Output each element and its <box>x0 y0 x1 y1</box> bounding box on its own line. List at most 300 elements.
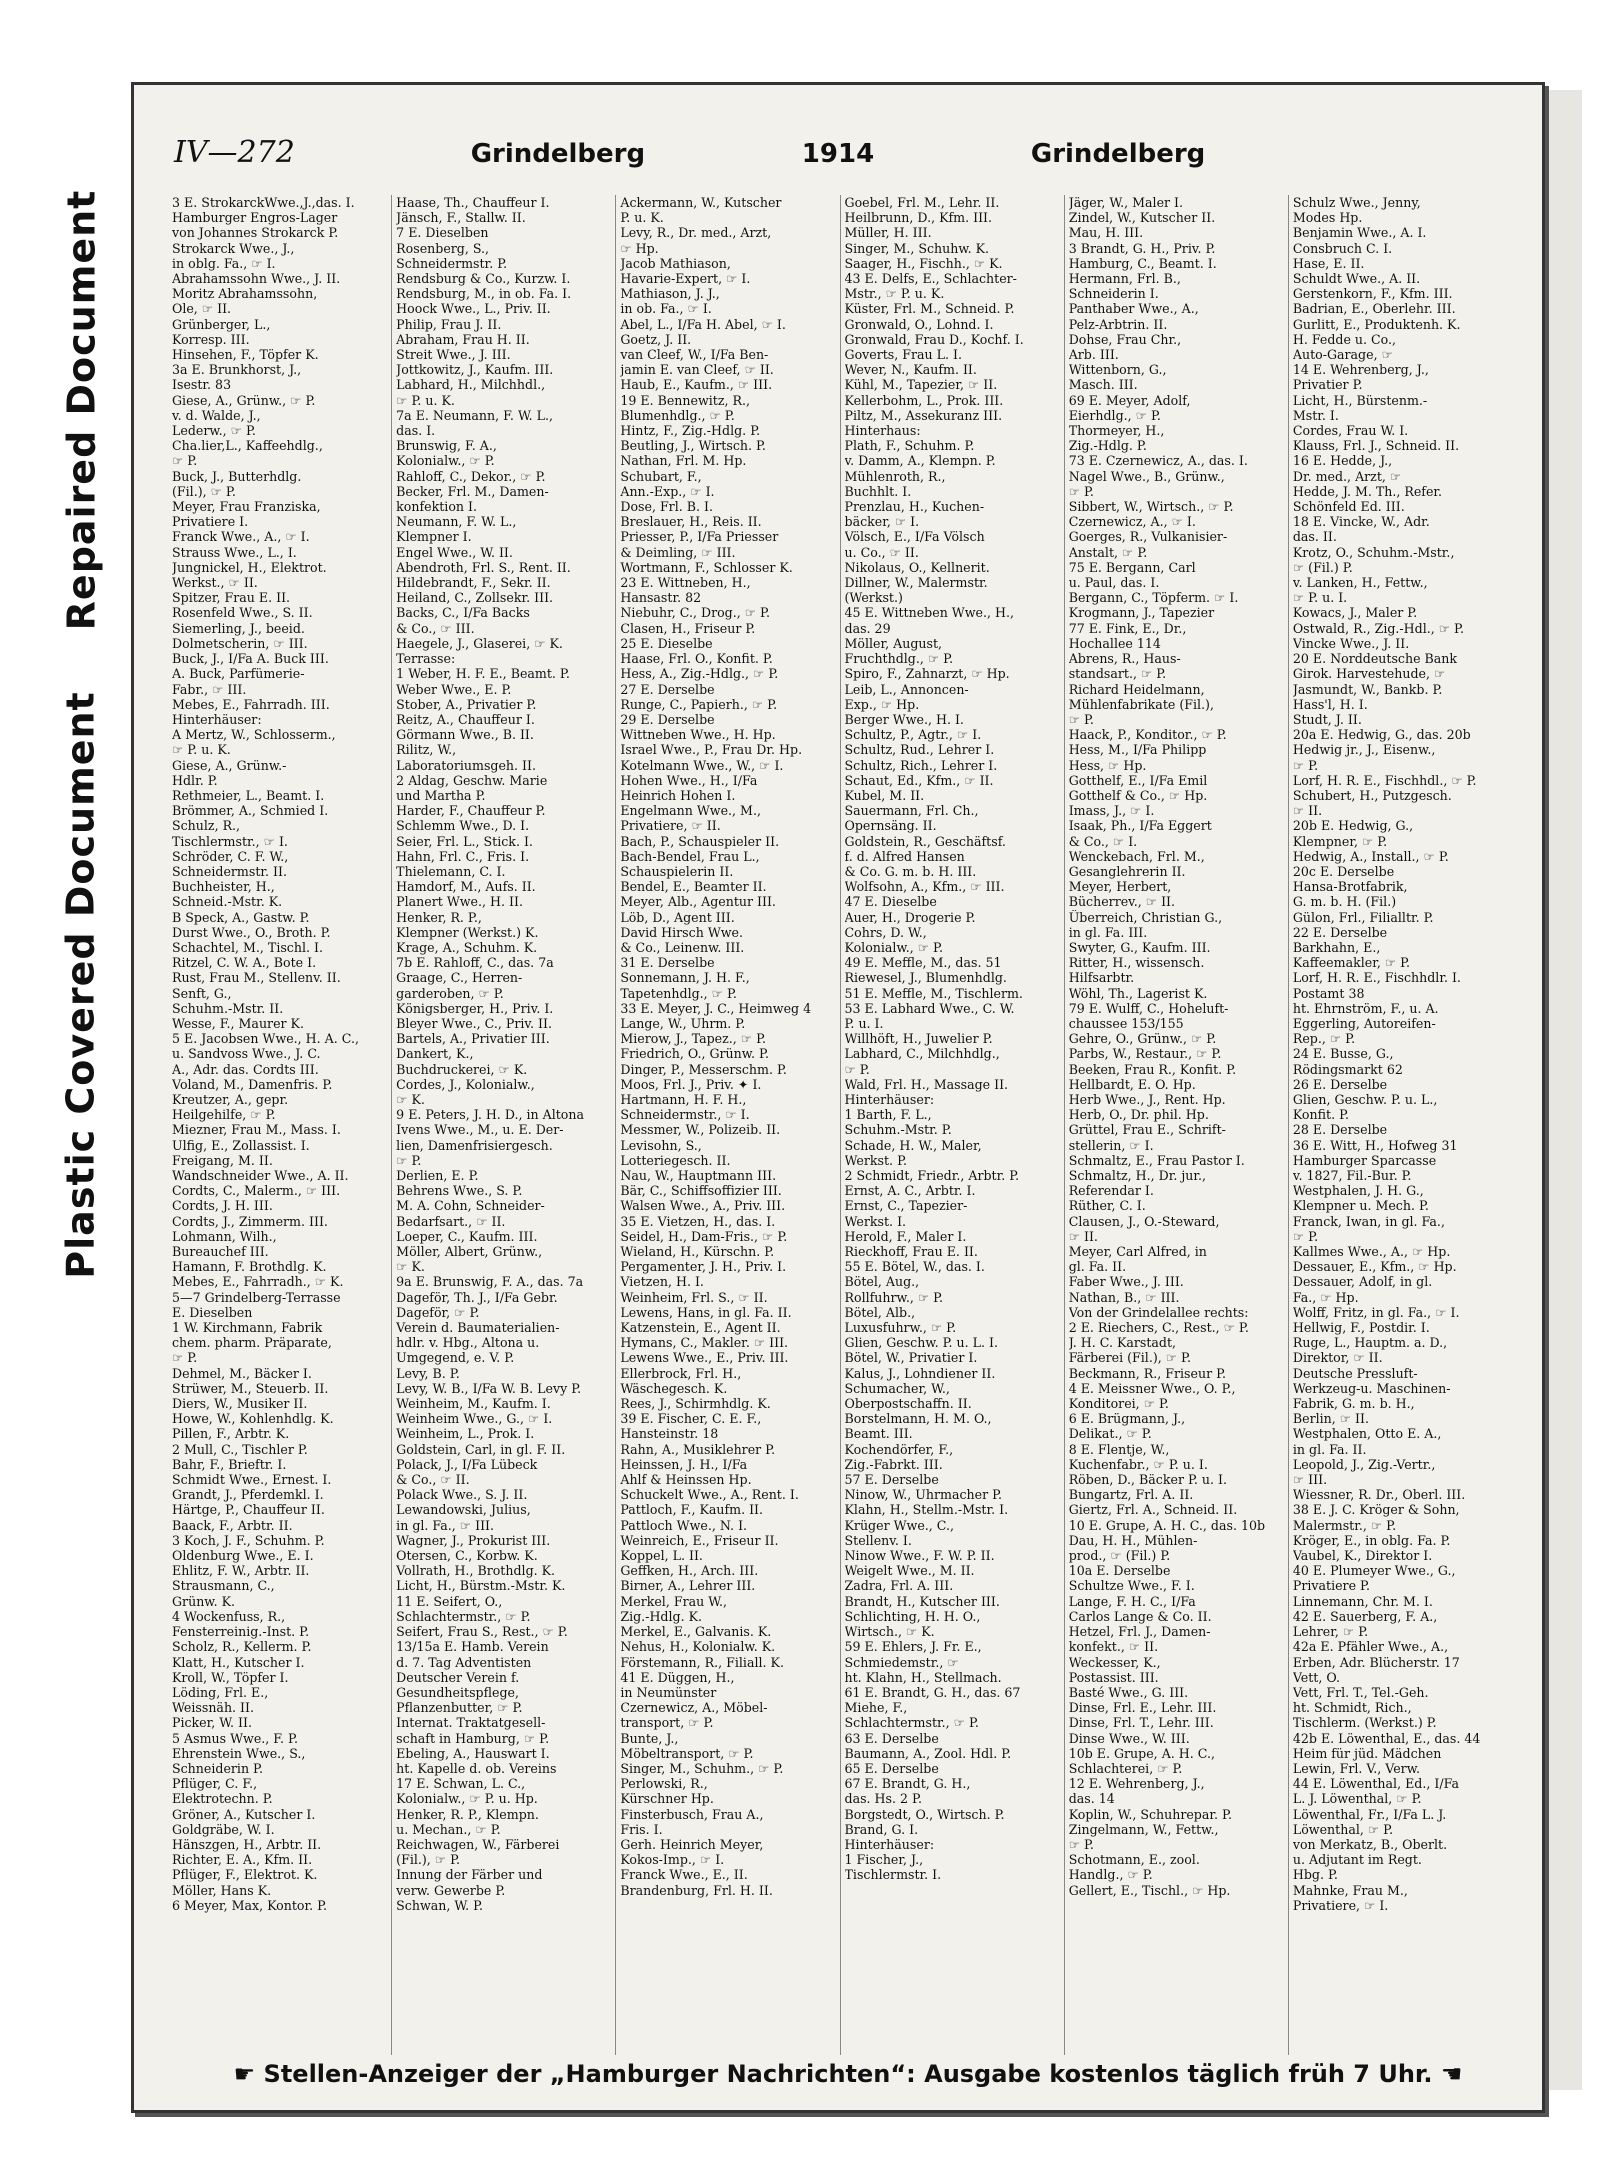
directory-entry-line: 5 Asmus Wwe., F. P. <box>172 1730 298 1746</box>
directory-entry-line: 27 E. Derselbe <box>620 681 715 697</box>
directory-entry-line: Thormeyer, H., <box>1068 423 1165 439</box>
directory-entry-line: Buchdruckerei, ☞ K. <box>396 1061 528 1077</box>
directory-entry-line: Neumann, F. W. L., <box>396 514 517 530</box>
directory-entry-line: Gerh. Heinrich Meyer, <box>620 1836 764 1852</box>
directory-entry-line: Beckmann, R., Friseur P. <box>1068 1365 1227 1381</box>
directory-entry-line: Glien, Geschw. P. u. L. I. <box>844 1335 999 1351</box>
directory-entry-line: u. Paul, das. I. <box>1068 575 1160 591</box>
directory-entry-line: Strausmann, C., <box>172 1578 275 1594</box>
directory-entry-line: Herold, F., Maler I. <box>844 1228 967 1244</box>
directory-entry-line: Hinterhäuser: <box>172 711 262 727</box>
directory-entry-line: Ruge, L., Hauptm. a. D., <box>1292 1335 1448 1351</box>
directory-entry-line: Kühl, M., Tapezier, ☞ II. <box>844 377 998 393</box>
directory-entry-line: Strauss Wwe., L., I. <box>172 544 297 560</box>
directory-entry-line: v. d. Walde, J., <box>172 407 261 423</box>
directory-entry-line: ht. Ehrnström, F., u. A. <box>1292 1000 1439 1016</box>
directory-entry-line: Westphalen, Otto E. A., <box>1292 1426 1442 1442</box>
directory-entry-line: u. Mechan., ☞ P. <box>396 1821 501 1837</box>
directory-entry-line: Vaubel, K., Direktor I. <box>1292 1548 1433 1564</box>
directory-entry-line: f. d. Alfred Hansen <box>844 848 965 864</box>
directory-entry-line: Hamburg, C., Beamt. I. <box>1068 255 1217 271</box>
directory-entry-line: und Martha P. <box>396 787 486 803</box>
directory-entry-line: Ivens Wwe., M., u. E. Der- <box>396 1122 564 1138</box>
directory-entry-line: 9 E. Peters, J. H. D., in Altona <box>396 1107 585 1123</box>
directory-entry-line: Dinger, P., Messerschm. P. <box>620 1061 787 1077</box>
directory-entry-line: Förstemann, R., Filiall. K. <box>620 1654 784 1670</box>
directory-entry-line: Dessauer, E., Kfm., ☞ Hp. <box>1292 1259 1457 1275</box>
directory-entry-line: Hintz, F., Zig.-Hdlg. P. <box>620 423 761 439</box>
directory-entry-line: ☞ P. <box>1292 757 1319 773</box>
directory-entry-line: jamin E. van Cleef, ☞ II. <box>620 362 774 378</box>
directory-entry-line: Kolonialw., ☞ P. u. Hp. <box>396 1791 538 1807</box>
directory-entry-line: Westphalen, J. H. G., <box>1292 1183 1424 1199</box>
directory-entry-line: Kürschner Hp. <box>620 1791 714 1807</box>
directory-entry-line: Hedwig jr., J., Eisenw., <box>1292 742 1436 758</box>
directory-entry-line: Krogmann, J., Tapezier <box>1068 605 1215 621</box>
directory-entry-line: 11 E. Seifert, O., <box>396 1593 503 1609</box>
directory-entry-line: 7 E. Dieselben <box>396 225 489 241</box>
directory-entry-line: Ebeling, A., Hauswart I. <box>396 1745 550 1761</box>
directory-entry-line: Mühlenfabrikate (Fil.), <box>1068 696 1214 712</box>
directory-entry-line: 40 E. Plumeyer Wwe., G., <box>1292 1563 1456 1579</box>
directory-entry-line: Bendel, E., Beamter II. <box>620 879 767 895</box>
directory-entry-line: Deutsche Pressluft- <box>1292 1365 1418 1381</box>
directory-entry-line: Rust, Frau M., Stellenv. II. <box>172 970 341 986</box>
directory-entry-line: 12 E. Wehrenberg, J., <box>1068 1776 1205 1792</box>
directory-entry-line: 67 E. Brandt, G. H., <box>844 1776 971 1792</box>
directory-entry-line: Klauss, Frl. J., Schneid. II. <box>1292 438 1460 454</box>
directory-entry-line: Schlichting, H. H. O., <box>844 1608 981 1624</box>
directory-entry-line: standsart., ☞ P. <box>1068 666 1167 682</box>
directory-entry-line: 36 E. Witt, H., Hofweg 31 <box>1292 1137 1458 1153</box>
directory-entry-line: Carlos Lange & Co. II. <box>1068 1608 1212 1624</box>
directory-entry-line: 19 E. Bennewitz, R., <box>620 392 750 408</box>
directory-entry-line: 7b E. Rahloff, C., das. 7a <box>396 955 554 971</box>
directory-entry-line: Werkst. P. <box>844 1152 907 1168</box>
directory-entry-line: Bahr, F., Brieftr. I. <box>172 1456 287 1472</box>
directory-entry-line: Prenzlau, H., Kuchen- <box>844 499 985 515</box>
directory-entry-line: Weinheim, Frl. S., ☞ II. <box>620 1289 768 1305</box>
directory-column <box>620 195 840 2055</box>
directory-entry-line: 10b E. Grupe, A. H. C., <box>1068 1745 1215 1761</box>
directory-entry-line: 49 E. Meffle, M., das. 51 <box>844 955 1002 971</box>
directory-entry-line: Krotz, O., Schuhm.-Mstr., <box>1292 544 1455 560</box>
directory-entry-line: Pergamenter, J. H., Priv. I. <box>620 1259 787 1275</box>
directory-entry-line: Dinse, Frl. T., Lehr. III. <box>1068 1715 1214 1731</box>
directory-entry-line: chem. pharm. Präparate, <box>172 1335 332 1351</box>
directory-entry-line: ☞ P. <box>172 1350 198 1366</box>
directory-entry-line: Rees, J., Schirmhdlg. K. <box>620 1396 771 1412</box>
directory-entry-line: Wäschegesch. K. <box>620 1380 728 1396</box>
directory-column <box>172 195 392 2055</box>
directory-entry-line: chaussee 153/155 <box>1068 1015 1184 1031</box>
directory-entry-line: d. 7. Tag Adventisten <box>396 1654 532 1670</box>
directory-entry-line: 43 E. Delfs, E., Schlachter- <box>844 271 1017 287</box>
directory-entry-line: Wiessner, R. Dr., Oberl. III. <box>1292 1487 1466 1503</box>
directory-entry-line: Ackermann, W., Kutscher <box>620 195 782 210</box>
directory-entry-line: Dr. med., Arzt, ☞ <box>1292 468 1402 484</box>
directory-entry-line: Schneidermstr. II. <box>172 863 287 879</box>
directory-entry-line: Berlin, ☞ II. <box>1292 1411 1370 1427</box>
directory-entry-line: Bach, P., Schauspieler II. <box>620 833 780 849</box>
directory-entry-line: Krage, A., Schuhm. K. <box>396 939 538 955</box>
directory-entry-line: Mstr., ☞ P. u. K. <box>844 286 945 302</box>
directory-entry-line: Bach-Bendel, Frau L., <box>620 848 760 864</box>
directory-entry-line: L. J. Löwenthal, ☞ P. <box>1292 1791 1422 1807</box>
directory-entry-line: Hildebrandt, F., Sekr. II. <box>396 575 551 591</box>
directory-entry-line: transport, ☞ P. <box>620 1715 714 1731</box>
directory-entry-line: Meyer, Herbert, <box>1068 879 1172 895</box>
directory-entry-line: Verein d. Baumaterialien- <box>396 1320 560 1336</box>
directory-entry-line: Hochallee 114 <box>1068 635 1161 651</box>
directory-entry-line: Czernewicz, A., Möbel- <box>620 1700 768 1716</box>
directory-entry-line: Hänszgen, H., Arbtr. II. <box>172 1836 322 1852</box>
directory-entry-line: Kaffeemakler, ☞ P. <box>1292 955 1411 971</box>
directory-entry-line: Umgegend, e. V. P. <box>396 1350 515 1366</box>
directory-entry-line: Möbeltransport, ☞ P. <box>620 1745 754 1761</box>
directory-entry-line: Görmann Wwe., B. II. <box>396 727 534 743</box>
directory-entry-line: ☞ II. <box>1292 803 1323 819</box>
directory-entry-line: Gronwald, O., Lohnd. I. <box>844 316 994 332</box>
directory-entry-line: Derlien, E. P. <box>396 1168 479 1183</box>
directory-entry-line: Völsch, E., I/Fa Völsch <box>844 529 985 545</box>
directory-entry-line: Licht, H., Bürstenm.- <box>1292 392 1428 408</box>
directory-entry-line: Lehrer, ☞ P. <box>1292 1624 1369 1640</box>
directory-entry-line: Klahn, H., Stellm.-Mstr. I. <box>844 1502 1009 1518</box>
directory-entry-line: Direktor, ☞ II. <box>1292 1350 1383 1366</box>
directory-entry-line: das. Hs. 2 P. <box>844 1791 922 1807</box>
directory-entry-line: Schuckelt Wwe., A., Rent. I. <box>620 1487 799 1503</box>
directory-entry-line: Dehmel, M., Bäcker I. <box>172 1365 312 1381</box>
directory-entry-line: 42a E. Pfähler Wwe., A., <box>1292 1639 1449 1655</box>
directory-entry-line: 4 E. Meissner Wwe., O. P., <box>1068 1380 1236 1396</box>
directory-entry-line: Bureauchef III. <box>172 1244 269 1260</box>
directory-entry-line: Abrens, R., Haus- <box>1068 651 1181 667</box>
directory-entry-line: 59 E. Ehlers, J. Fr. E., <box>844 1639 982 1655</box>
directory-entry-line: Vietzen, H. I. <box>620 1274 704 1290</box>
directory-entry-line: Pattloch, F., Kaufm. II. <box>620 1502 764 1518</box>
directory-entry-line: Leopold, J., Zig.-Vertr., <box>1292 1456 1436 1472</box>
directory-entry-line: Gotthelf & Co., ☞ Hp. <box>1068 787 1208 803</box>
header-street-right: Grindelberg <box>1030 139 1206 169</box>
directory-entry-line: Werkst. I. <box>844 1213 907 1229</box>
directory-entry-line: Ole, ☞ II. <box>172 301 232 317</box>
directory-entry-line: 14 E. Wehrenberg, J., <box>1292 362 1429 378</box>
directory-entry-line: Levy, R., Dr. med., Arzt, <box>620 225 772 241</box>
directory-entry-line: Franck, Iwan, in gl. Fa., <box>1292 1213 1445 1229</box>
directory-entry-line: Schaut, Ed., Kfm., ☞ II. <box>844 772 994 788</box>
directory-entry-line: Hinterhäuser: <box>844 1836 935 1852</box>
directory-entry-line: Schneidermstr., ☞ I. <box>620 1107 750 1123</box>
directory-entry-line: Studt, J. II. <box>1292 711 1362 727</box>
directory-entry-line: Hedwig, A., Install., ☞ P. <box>1292 848 1449 864</box>
directory-entry-line: Hetzel, Frl. J., Damen- <box>1068 1624 1211 1640</box>
directory-entry-line: das. I. <box>396 423 436 439</box>
directory-entry-line: Nau, W., Hauptmann III. <box>620 1168 777 1183</box>
directory-entry-line: & Co., ☞ I. <box>1068 833 1138 849</box>
directory-entry-line: Mahnke, Frau M., <box>1292 1882 1408 1898</box>
directory-entry-line: Wortmann, F., Schlosser K. <box>620 559 793 575</box>
directory-entry-line: Hamdorf, M., Aufs. II. <box>396 879 536 895</box>
directory-entry-line: Wieland, H., Kürschn. P. <box>620 1244 775 1260</box>
directory-entry-line: prod., ☞ (Fil.) P. <box>1068 1548 1171 1564</box>
directory-entry-line: H. Fedde u. Co., <box>1292 331 1397 347</box>
directory-entry-line: Gesanglehrerin II. <box>1068 863 1186 879</box>
directory-entry-line: Plath, F., Schuhm. P. <box>844 438 975 454</box>
directory-entry-line: Nathan, B., ☞ III. <box>1068 1289 1180 1305</box>
directory-entry-line: & Co. G. m. b. H. III. <box>844 863 977 879</box>
directory-entry-line: van Cleef, W., I/Fa Ben- <box>620 347 769 363</box>
directory-entry-line: Schlemm Wwe., D. I. <box>396 818 530 834</box>
directory-entry-line: Möller, Hans K. <box>172 1882 272 1898</box>
directory-entry-line: Spiro, F., Zahnarzt, ☞ Hp. <box>844 666 1010 682</box>
directory-entry-line: Röben, D., Bäcker P. u. I. <box>1068 1472 1227 1488</box>
directory-entry-line: Pflüger, F., Elektrot. K. <box>172 1867 318 1883</box>
directory-entry-line: Schneidermstr. P. <box>396 255 508 271</box>
directory-entry-line: Deutscher Verein f. <box>396 1669 520 1685</box>
directory-entry-line: Schachtel, M., Tischl. I. <box>172 939 323 955</box>
directory-entry-line: Lotteriegesch. II. <box>620 1152 731 1168</box>
directory-entry-line: stellerin, ☞ I. <box>1068 1137 1154 1153</box>
directory-entry-line: in oblg. Fa., ☞ I. <box>172 255 276 271</box>
directory-entry-line: Rendsburg & Co., Kurzw. I. <box>396 271 571 287</box>
directory-entry-line: Baumann, A., Zool. Hdl. P. <box>844 1745 1012 1761</box>
directory-entry-line: Haase, Frl. O., Konfit. P. <box>620 651 773 667</box>
directory-entry-line: Pillen, F., Arbtr. K. <box>172 1426 290 1442</box>
directory-entry-line: Schumacher, W., <box>844 1380 950 1396</box>
directory-entry-line: Becker, Frl. M., Damen- <box>396 483 549 499</box>
directory-entry-line: Rahn, A., Musiklehrer P. <box>620 1441 776 1457</box>
directory-entry-line: Innung der Färber und <box>396 1867 543 1883</box>
directory-entry-line: Bunte, J., <box>620 1730 679 1746</box>
directory-entry-line: Hahn, Frl. C., Fris. I. <box>396 848 530 864</box>
directory-entry-line: Schlachterei, ☞ P. <box>1068 1760 1183 1776</box>
directory-entry-line: Polack, J., I/Fa Lübeck <box>396 1456 538 1472</box>
directory-entry-line: 31 E. Derselbe <box>620 955 715 971</box>
directory-entry-line: Zig.-Hdlg. K. <box>620 1608 702 1624</box>
directory-entry-line: Rüther, C. I. <box>1068 1198 1146 1214</box>
directory-entry-line: Weber Wwe., E. P. <box>396 681 512 697</box>
directory-entry-line: Franck Wwe., A., ☞ I. <box>172 529 310 545</box>
header-street-left: Grindelberg <box>470 139 646 169</box>
directory-entry-line: Hess, A., Zig.-Hdlg., ☞ P. <box>620 666 779 682</box>
directory-entry-line: Henker, R. P., Klempn. <box>396 1806 539 1822</box>
directory-entry-line: Grüttel, Frau E., Schrift- <box>1068 1122 1226 1138</box>
directory-entry-line: Gotthelf, E., I/Fa Emil <box>1068 772 1208 788</box>
directory-entry-line: Glien, Geschw. P. u. L., <box>1292 1091 1438 1107</box>
directory-entry-line: Kreutzer, A., gepr. <box>172 1091 289 1107</box>
directory-entry-line: Parbs, W., Restaur., ☞ P. <box>1068 1046 1222 1062</box>
directory-entry-line: 75 E. Bergann, Carl <box>1068 559 1196 575</box>
directory-entry-line: Sibbert, W., Wirtsch., ☞ P. <box>1068 499 1234 515</box>
directory-entry-line: Modes Hp. <box>1292 210 1363 226</box>
directory-entry-line: Heiland, C., Zollsekr. III. <box>396 590 554 606</box>
directory-entry-line: Birner, A., Lehrer III. <box>620 1578 756 1594</box>
directory-entry-line: 39 E. Fischer, C. E. F., <box>620 1411 762 1427</box>
directory-entry-line: 69 E. Meyer, Adolf, <box>1068 392 1191 408</box>
directory-entry-line: Levy, B. P. <box>396 1365 460 1381</box>
directory-entry-line: Messmer, W., Polizeib. II. <box>620 1122 781 1138</box>
directory-entry-line: Schauspielerin II. <box>620 863 734 879</box>
directory-entry-line: Ellerbrock, Frl. H., <box>620 1365 742 1381</box>
directory-entry-line: P. u. K. <box>620 210 664 226</box>
directory-entry-line: Goebel, Frl. M., Lehr. II. <box>844 195 1000 210</box>
directory-entry-line: Brömmer, A., Schmied I. <box>172 803 329 819</box>
directory-entry-line: Cordts, J., Zimmerm. III. <box>172 1213 328 1229</box>
directory-entry-line: u. Co., ☞ II. <box>844 544 919 560</box>
directory-entry-line: verw. Gewerbe P. <box>396 1882 506 1898</box>
directory-entry-line: Lewin, Frl. V., Verw. <box>1292 1760 1420 1776</box>
directory-entry-line: Tischlerm. (Werkst.) P. <box>1292 1715 1437 1731</box>
directory-entry-line: Von der Grindelallee rechts: <box>1068 1304 1249 1320</box>
directory-entry-line: Haack, P., Konditor., ☞ P. <box>1068 727 1227 743</box>
directory-entry-line: Cordes, Frau W. I. <box>1292 423 1409 439</box>
directory-column <box>396 195 616 2055</box>
directory-entry-line: Heinssen, J. H., I/Fa <box>620 1456 748 1472</box>
directory-entry-line: 7a E. Neumann, F. W. L., <box>396 407 554 423</box>
directory-entry-line: Ernst, A. C., Arbtr. I. <box>844 1183 976 1199</box>
directory-entry-line: Kalus, J., Lohndiener II. <box>844 1365 996 1381</box>
directory-entry-line: 55 E. Bötel, W., das. I. <box>844 1259 985 1275</box>
directory-entry-line: Weinheim, L., Prok. I. <box>396 1426 535 1442</box>
directory-entry-line: Cordts, J. H. III. <box>172 1198 273 1214</box>
directory-entry-line: Gurlitt, E., Produktenh. K. <box>1292 316 1461 332</box>
directory-entry-line: 10a E. Derselbe <box>1068 1563 1171 1579</box>
directory-entry-line: Privatier P. <box>1292 377 1363 393</box>
directory-entry-line: 42b E. Löwenthal, E., das. 44 <box>1292 1730 1481 1746</box>
directory-entry-line: Schmaltz, E., Frau Pastor I. <box>1068 1152 1245 1168</box>
directory-entry-line: Konfit. P. <box>1292 1107 1350 1123</box>
directory-entry-line: Hansa-Brotfabrik, <box>1292 879 1408 895</box>
directory-entry-line: Rollfuhrw., ☞ P. <box>844 1289 944 1305</box>
directory-entry-line: 9a E. Brunswig, F. A., das. 7a <box>396 1274 584 1290</box>
directory-entry-line: Delikat., ☞ P. <box>1068 1426 1152 1442</box>
directory-entry-line: Hellwig, F., Postdir. I. <box>1292 1320 1430 1336</box>
directory-entry-line: konfektion I. <box>396 499 478 515</box>
directory-entry-line: 41 E. Düggen, H., <box>620 1669 735 1685</box>
directory-entry-line: Abraham, Frau H. II. <box>396 331 530 347</box>
directory-entry-line: Handlg., ☞ P. <box>1068 1867 1153 1883</box>
directory-entry-line: Schulz, R., <box>172 818 241 834</box>
directory-entry-line: Jottkowitz, J., Kaufm. III. <box>396 362 554 378</box>
directory-entry-line: Bötel, Alb., <box>844 1304 916 1320</box>
directory-entry-line: Swyter, G., Kaufm. III. <box>1068 939 1211 955</box>
directory-entry-line: Löding, Frl. E., <box>172 1684 269 1700</box>
directory-entry-line: 20c E. Derselbe <box>1292 863 1395 879</box>
directory-entry-line: Schwan, W. P. <box>396 1897 484 1913</box>
directory-entry-line: Bergann, C., Töpferm. ☞ I. <box>1068 590 1239 606</box>
directory-entry-line: 24 E. Busse, G., <box>1292 1046 1394 1062</box>
directory-entry-line: Giese, A., Grünw.- <box>172 757 287 773</box>
directory-entry-line: Hamburger Sparcasse <box>1292 1152 1437 1168</box>
directory-entry-line: 25 E. Dieselbe <box>620 635 713 651</box>
directory-entry-line: Kallmes Wwe., A., ☞ Hp. <box>1292 1244 1451 1260</box>
directory-entry-line: Jungnickel, H., Elektrot. <box>172 559 327 575</box>
directory-entry-line: Panthaber Wwe., A., <box>1068 301 1199 317</box>
directory-entry-line: 3 E. StrokarckWwe.,J.,das. I. <box>172 195 355 210</box>
directory-entry-line: gl. Fa. II. <box>1068 1259 1127 1275</box>
directory-entry-line: A. Buck, Parfümerie- <box>172 666 305 682</box>
directory-entry-line: Schubart, F., <box>620 468 702 484</box>
directory-entry-line: ☞ K. <box>396 1259 425 1275</box>
directory-entry-line: (Fil.), ☞ P. <box>396 1852 461 1868</box>
directory-entry-line: Goetz, J. II. <box>620 331 692 347</box>
directory-entry-line: Bartels, A., Privatier III. <box>396 1031 550 1047</box>
directory-entry-line: Abel, L., I/Fa H. Abel, ☞ I. <box>620 316 786 332</box>
directory-entry-line: Privatiere I. <box>172 514 249 530</box>
directory-entry-line: Schultz, Rud., Lehrer I. <box>844 742 995 758</box>
directory-entry-line: Arb. III. <box>1068 347 1119 363</box>
directory-entry-line: & Co., Leinenw. III. <box>620 939 745 955</box>
directory-entry-line: 20 E. Norddeutsche Bank <box>1292 651 1458 667</box>
directory-entry-line: Auto-Garage, ☞ <box>1292 347 1393 363</box>
directory-entry-line: Bungartz, Frl. A. II. <box>1068 1487 1194 1503</box>
directory-entry-line: Fabrik, G. m. b. H., <box>1292 1396 1415 1412</box>
directory-entry-line: Schultze Wwe., F. I. <box>1068 1578 1195 1594</box>
directory-entry-line: Saager, H., Fischh., ☞ K. <box>844 255 1003 271</box>
directory-entry-line: ht. Kapelle d. ob. Vereins <box>396 1760 557 1776</box>
directory-entry-line: Schönfeld Ed. III. <box>1292 499 1405 515</box>
directory-entry-line: Freigang, M. II. <box>172 1152 273 1168</box>
directory-entry-line: schaft in Hamburg, ☞ P. <box>396 1730 550 1746</box>
directory-entry-line: Schultz, Rich., Lehrer I. <box>844 757 998 773</box>
directory-entry-line: Hedde, J. M. Th., Refer. <box>1292 483 1443 499</box>
directory-entry-line: Hoock Wwe., L., Priv. II. <box>396 301 551 317</box>
directory-entry-line: Clasen, H., Friseur P. <box>620 620 756 636</box>
directory-entry-line: Rieckhoff, Frau E. II. <box>844 1244 978 1260</box>
directory-entry-line: Anstalt, ☞ P. <box>1068 544 1148 560</box>
directory-entry-line: Ehlitz, F. W., Arbtr. II. <box>172 1563 310 1579</box>
directory-entry-line: ☞ P. <box>1292 1228 1319 1244</box>
directory-entry-line: Heilgehilfe, ☞ P. <box>172 1107 276 1123</box>
directory-entry-line: Müller, H. III. <box>844 225 932 241</box>
directory-entry-line: 1 Weber, H. F. E., Beamt. P. <box>396 666 570 682</box>
directory-entry-line: Kubel, M. II. <box>844 787 925 803</box>
directory-entry-line: Rosenberg, S., <box>396 240 490 256</box>
directory-entry-line: Lewens Wwe., E., Priv. III. <box>620 1350 789 1366</box>
directory-entry-line: Auer, H., Drogerie P. <box>844 909 976 925</box>
directory-entry-line: Weissnäh. II. <box>172 1700 255 1716</box>
directory-entry-line: Perlowski, R., <box>620 1776 708 1792</box>
directory-entry-line: Cha.lier,L., Kaffeehdlg., <box>172 438 323 454</box>
directory-entry-line: 23 E. Wittneben, H., <box>620 575 751 591</box>
directory-entry-line: Überreich, Christian G., <box>1068 909 1223 925</box>
directory-entry-line: Gronwald, Frau D., Kochf. I. <box>844 331 1024 347</box>
directory-entry-line: Pelz-Arbtrin. II. <box>1068 316 1168 332</box>
directory-entry-line: Härtge, P., Chauffeur II. <box>172 1502 325 1518</box>
directory-entry-line: Wolff, Fritz, in gl. Fa., ☞ I. <box>1292 1304 1460 1320</box>
directory-entry-line: Heinrich Hohen I. <box>620 787 736 803</box>
directory-entry-line: A Mertz, W., Schlosserm., <box>172 727 336 743</box>
directory-entry-line: in gl. Fa. III. <box>1068 924 1148 940</box>
directory-entry-line: 45 E. Wittneben Wwe., H., <box>844 605 1014 621</box>
directory-entry-line: Kochendörfer, F., <box>844 1441 954 1457</box>
directory-entry-line: Pflanzenbutter, ☞ P. <box>396 1700 523 1716</box>
directory-entry-line: Fensterreinig.-Inst. P. <box>172 1624 310 1640</box>
directory-entry-line: Mau, H. III. <box>1068 225 1144 241</box>
directory-entry-line: Voland, M., Damenfris. P. <box>172 1076 333 1092</box>
directory-entry-line: Jänsch, F., Stallw. II. <box>396 210 526 226</box>
directory-entry-line: Singer, M., Schuhm., ☞ P. <box>620 1760 784 1776</box>
directory-entry-line: 65 E. Derselbe <box>844 1760 939 1776</box>
directory-entry-line: Privatiere, ☞ II. <box>620 818 721 834</box>
directory-entry-line: Schmaltz, H., Dr. jur., <box>1068 1168 1207 1183</box>
directory-entry-line: Ahlf & Heinssen Hp. <box>620 1472 752 1488</box>
directory-entry-line: Reitz, A., Chauffeur I. <box>396 711 535 727</box>
directory-entry-line: Weigelt Wwe., M. II. <box>844 1563 975 1579</box>
directory-entry-line: ht. Schmidt, Rich., <box>1292 1700 1412 1716</box>
directory-entry-line: Internat. Traktatgesell- <box>396 1715 546 1731</box>
